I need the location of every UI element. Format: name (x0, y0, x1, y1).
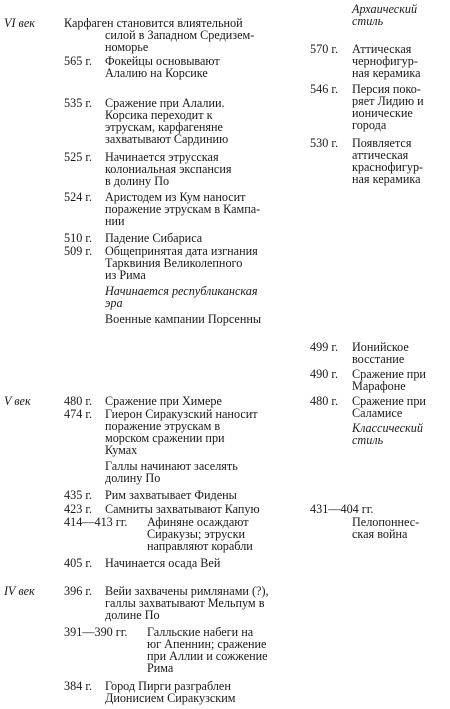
event-line: нии (105, 214, 125, 228)
event-line: колониальная экспансия (105, 162, 232, 176)
event-line: Вейи захвачены римлянами (?), (105, 584, 269, 598)
event-year: 480 г. (64, 394, 92, 408)
event-line: этрускам, карфагеняне (105, 120, 223, 134)
event-year: 480 г. (310, 394, 338, 408)
event-line: из Рима (105, 268, 146, 282)
style-label: Архаический (352, 2, 418, 16)
century-label-iv: IV век (4, 584, 35, 598)
event-line: Алалию на Корсике (105, 66, 208, 80)
event-line: краснофигур- (352, 160, 424, 174)
event-year: 525 г. (64, 150, 92, 164)
event-year: 474 г. (64, 407, 92, 421)
event-line: галлы захватывают Мельпум в (105, 596, 265, 610)
event-line: Сражение при Химере (105, 394, 222, 408)
event-line: Начинается осада Вей (105, 556, 221, 570)
event-year: 499 г. (310, 340, 338, 354)
event-line: Начинается этрусская (105, 150, 219, 164)
event-line: при Аллии и сожжение (147, 649, 268, 663)
event-line-italic: эра (105, 296, 123, 310)
event-line: ионические (352, 106, 413, 120)
event-year: 396 г. (64, 584, 92, 598)
event-line-italic: Начинается республиканская (105, 284, 258, 298)
event-line: Афиняне осаждают (147, 515, 249, 529)
event-line: силой в Западном Средизем- (105, 28, 255, 42)
event-line: Падение Сибариса (105, 231, 203, 245)
event-year: 524 г. (64, 190, 92, 204)
event-line: Карфаген становится влиятельной (64, 16, 243, 30)
event-line: города (352, 118, 387, 132)
event-line: морском сражении при (105, 431, 225, 445)
event-line: Саламисе (352, 406, 403, 420)
event-line: захватывают Сардинию (105, 132, 229, 146)
event-line: ряет Лидию и (352, 94, 424, 108)
event-year: 431—404 гг. (310, 502, 374, 516)
event-line: Тарквиния Великолепного (105, 256, 243, 270)
event-line: Фокейцы основывают (105, 54, 220, 68)
event-line: номорье (105, 40, 149, 54)
event-year: 530 г. (310, 136, 338, 150)
event-line: Город Пирги разграблен (105, 679, 231, 693)
event-line: Пелопоннес- (352, 515, 420, 529)
event-line: Сражение при Алалии. (105, 96, 225, 110)
event-year: 423 г. (64, 502, 92, 516)
event-year: 490 г. (310, 367, 338, 381)
event-line: ная керамика (352, 172, 421, 186)
event-line: Марафоне (352, 379, 406, 393)
event-year: 565 г. (64, 54, 92, 68)
style-label: Классический (352, 421, 423, 435)
style-label: стиль (352, 14, 384, 28)
event-line: Сражение при (352, 367, 426, 381)
event-line: в долину По (105, 174, 170, 188)
event-line: Рим захватывает Фидены (105, 488, 237, 502)
event-line: Кумах (105, 443, 138, 457)
event-line: ская война (352, 527, 408, 541)
event-year: 391—390 гг. (64, 625, 128, 639)
event-line: Галльские набеги на (147, 625, 254, 639)
style-label: стиль (352, 433, 384, 447)
event-line: ная керамика (352, 66, 421, 80)
event-line: долину По (105, 471, 161, 485)
event-line: Военные кампании Порсенны (105, 312, 262, 326)
event-line: Самниты захватывают Капую (105, 502, 260, 516)
event-line: юг Апеннин; сражение (147, 637, 267, 651)
event-line: поражение этрускам в Кампа- (105, 202, 261, 216)
event-line: Общепринятая дата изгнания (105, 244, 258, 258)
event-line: чернофигур- (352, 54, 418, 68)
event-line: Сражение при (352, 394, 426, 408)
century-label-v: V век (4, 394, 31, 408)
event-line: Дионисием Сиракузским (105, 691, 236, 705)
event-year: 414—413 гг. (64, 515, 128, 529)
century-label-vi: VI век (4, 16, 35, 30)
event-year: 405 г. (64, 556, 92, 570)
event-year: 570 г. (310, 42, 338, 56)
event-line: направляют корабли (147, 539, 253, 553)
event-line: восстание (352, 352, 405, 366)
event-line: Ионийское (352, 340, 409, 354)
event-line: Гиерон Сиракузский наносит (105, 407, 258, 421)
event-line: Корсика переходит к (105, 108, 213, 122)
event-line: аттическая (352, 148, 409, 162)
event-line: Аристодем из Кум наносит (105, 190, 246, 204)
event-year: 384 г. (64, 679, 92, 693)
event-line: Сиракузы; этруски (147, 527, 246, 541)
event-year: 535 г. (64, 96, 92, 110)
event-year: 510 г. (64, 231, 92, 245)
event-line: Аттическая (352, 42, 412, 56)
event-line: Появляется (352, 136, 412, 150)
event-line: Персия поко- (352, 82, 421, 96)
event-line: Рима (147, 661, 174, 675)
event-year: 435 г. (64, 488, 92, 502)
event-line: поражение этрускам в (105, 419, 221, 433)
event-year: 546 г. (310, 82, 338, 96)
event-year: 509 г. (64, 244, 92, 258)
event-line: долине По (105, 608, 160, 622)
event-line: Галлы начинают заселять (105, 459, 238, 473)
